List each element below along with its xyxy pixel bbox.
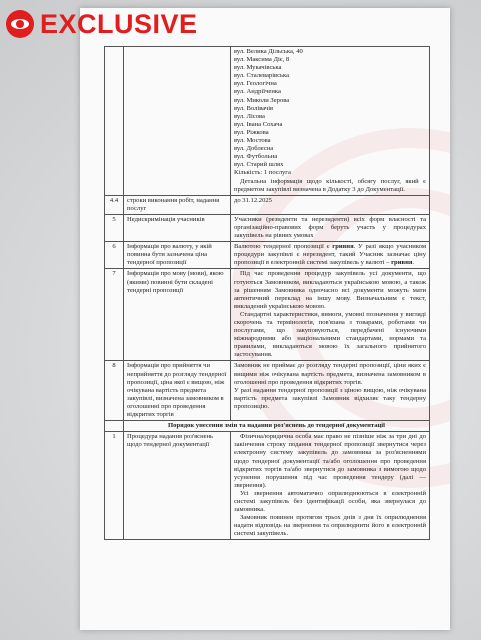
details-text: Детальна інформація щодо кількості, обсягу послуг, який є предметом закупівлі визначена в Додатку 3 до Документації.: [234, 177, 426, 193]
exclusive-logo: [6, 6, 198, 42]
document-page: [80, 8, 450, 630]
eye-icon: [6, 10, 34, 38]
table-row: [105, 47, 430, 196]
section-title: Порядок унесення змін та надання роз'яснень до тендерної документації: [124, 421, 430, 432]
logo-text: EXCLUSIVE: [40, 8, 198, 39]
table-row: 1 Процедура надання роз'яснень щодо тендерної документації Фізична/юридична особа має право не пізніше ніж за три дні до закінчення строку подання тендерної пропозиції звернутися через електронну систему закупівель до замовника за роз'ясненнями щодо тендерної документації та/або оголошення про проведення відкритих торгів та/або звернутися до замовника з вимогою щодо усунення порушення під час проведення тендеру (далі — звернення). Усі звернення автоматично оприлюднюються в електронній системі закупівель без ідентифікації особи, яка звернулася до замовника. Замовник повинен протягом трьох днів з дня їх оприлюднення надати відповідь на звернення та оприлюднити його в електронній системі закупівель.: [105, 432, 430, 540]
quantity-text: Кількість: 1 послуга: [234, 169, 291, 177]
streets-cell: [231, 47, 430, 196]
table-row: 6 Інформація про валюту, у якій повинна бути зазначена ціна тендерної пропозиції Валютою тендерної пропозиції є гривня. У разі якщо учасником процедури закупівлі є нерезидент, такий Учасник зазначає ціну пропозиції в електронній системі закупівель у валюті – гривня.: [105, 242, 430, 269]
table-row: 8 Інформація про прийняття чи неприйняття до розгляду тендерної пропозиції, ціна якої є вищою, ніж очікувана вартість предмета закупівлі, визначена замовником в оголошенні про проведення відкритих торгів Замовник не приймає до розгляду тендерні пропозиції, ціни яких є вищими ніж очікувана вартість предмета, визначена замовником в оголошенні про проведення відкритих торгів. У разі надання тендерної пропозиції з ціною вищою, ніж очікувана вартість предмета закупівлі Замовник відхиляє таку тендерну пропозицію.: [105, 361, 430, 421]
table-row: 5 Недискримінація учасників Учасники (резиденти та нерезиденти) всіх форм власності та організаційно-правових форм беруть участь у процедурах закупівель на рівних умовах: [105, 214, 430, 241]
table-row: 7 Інформація про мову (мови), якою (якими) повинні бути складені тендерні пропозиції Під час проведення процедур закупівель усі документи, що готуються Замовником, викладаються українською мовою, а також за рішенням Замовника одночасно всі документи можуть мати автентичний переклад на іншу мову. Визначальним є текст, викладений українською мовою. Стандартні характеристики, вимоги, умовні позначення у вигляді скорочень та термінологія, пов'язана з товарами, роботами чи послугами, що закуповуються, передбачені існуючими міжнародними або національними стандартами, нормами та правилами, викладаються мовою їх загального прийнятого застосування.: [105, 269, 430, 361]
street-list: вул. Велика Дільська, 40 вул. Максима Діє, 8 вул. Мукачівська вул. Сталеварівська вул. Геологічна вул. Андріїченка вул. Миколи Зерова вул. Волівачів вул. Лісова вул. Івана Сохача вул. Ріжкова вул. Мостова вул. Доблесна вул. Футбольна вул. Старий шлях: [234, 48, 303, 169]
section-header-row: [105, 421, 430, 432]
tender-table: [104, 46, 430, 540]
currency-text: Валютою тендерної пропозиції є гривня. У разі якщо учасником процедури закупівлі є нерезидент, такий Учасник зазначає ціну пропозиції в електронній системі закупівель у валюті – гривня.: [231, 242, 430, 269]
table-row: 4.4 строки виконання робіт, надання послуг до 31.12.2025: [105, 195, 430, 214]
